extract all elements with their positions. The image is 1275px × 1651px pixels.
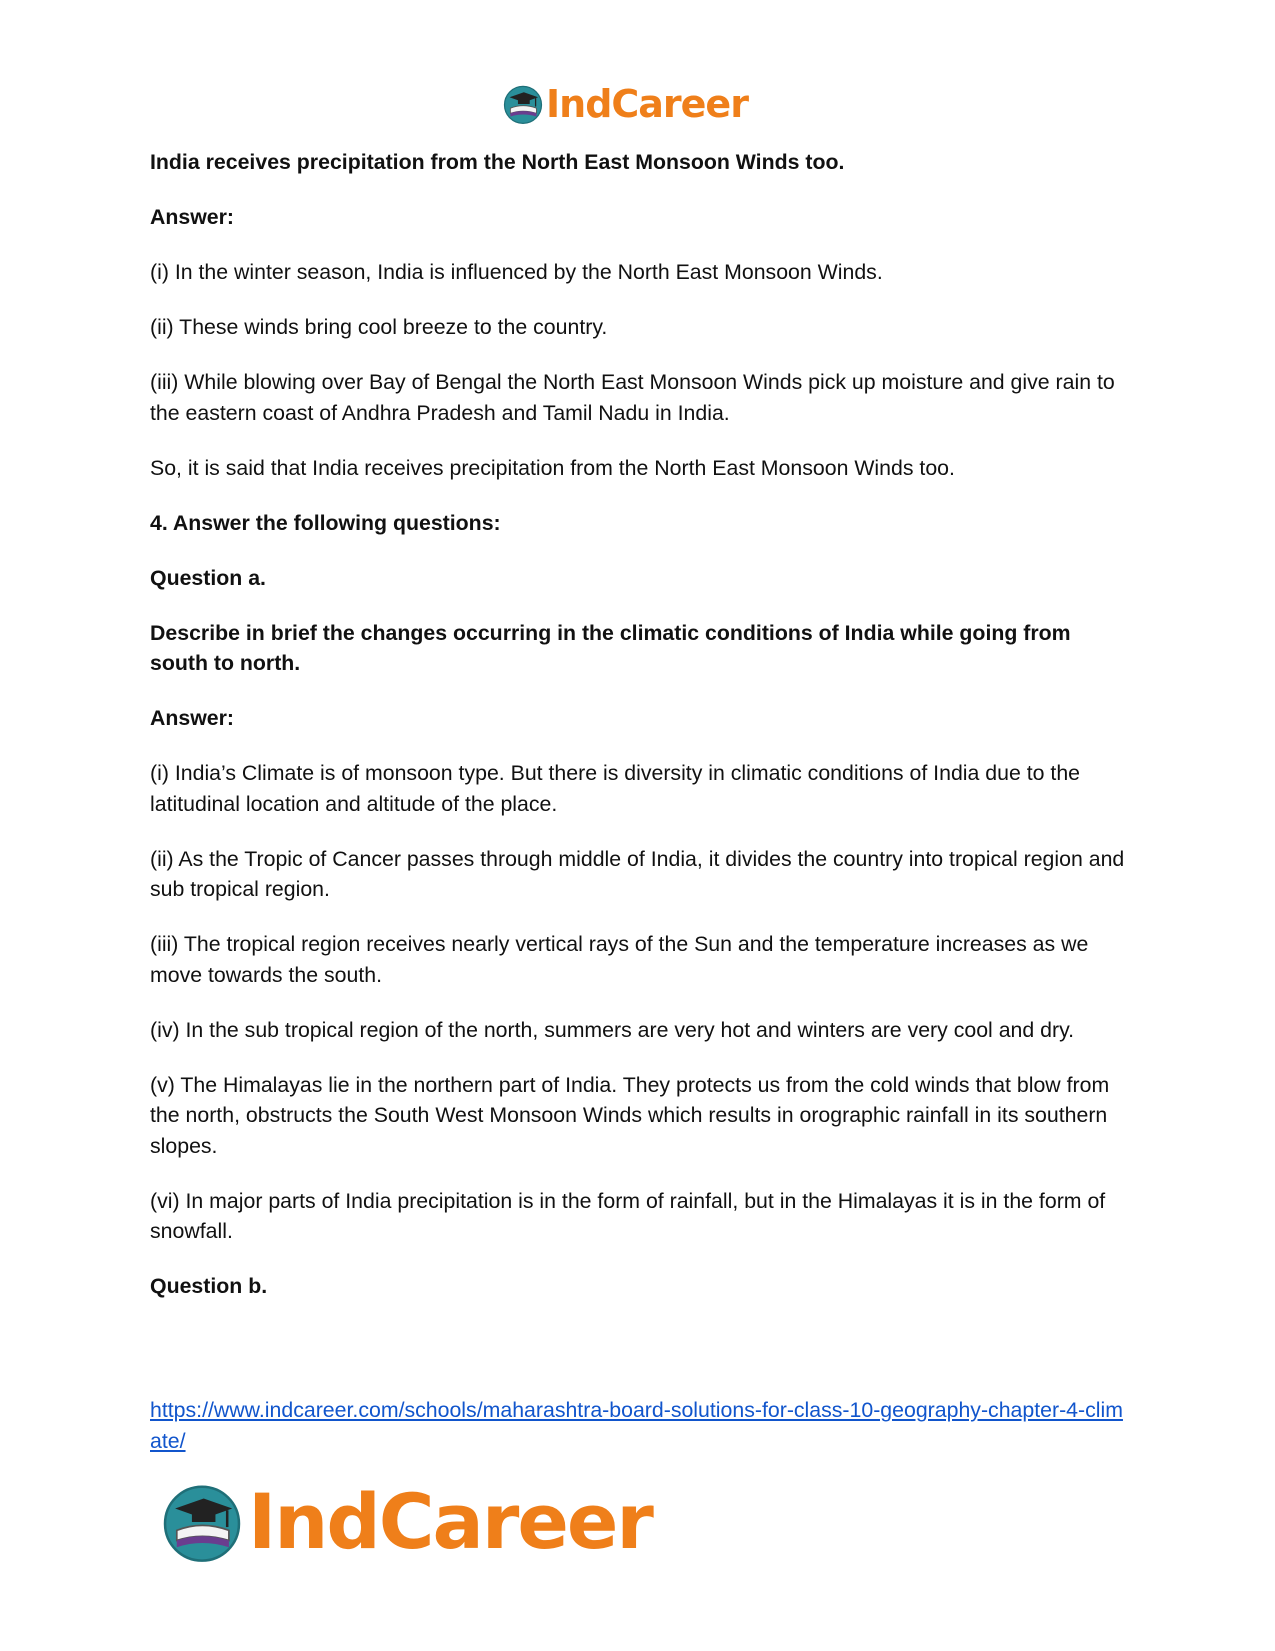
paragraph-text: (v) The Himalayas lie in the northern part of India. They protects us from the cold winds that blow from the north, obstructs the South West Monsoon Winds which results in orographic rainfall in its southern slopes. xyxy=(150,1072,1110,1158)
source-link-block xyxy=(150,1395,1125,1456)
heading-text: Answer: xyxy=(150,205,235,229)
heading-text: Describe in brief the changes occurring in the climatic conditions of India while going from south to north. xyxy=(150,620,1071,675)
paragraph-text: So, it is said that India receives precipitation from the North East Monsoon Winds too. xyxy=(150,455,955,480)
paragraph-text: (vi) In major parts of India precipitation is in the form of rainfall, but in the Himalayas it is in the form of snowfall. xyxy=(150,1188,1106,1243)
heading-text: 4. Answer the following questions: xyxy=(150,510,501,535)
document-body xyxy=(150,147,1125,1326)
logo-text: IndCareer xyxy=(546,82,748,126)
heading-text: India receives precipitation from the North East Monsoon Winds too. xyxy=(150,150,845,174)
footer-logo xyxy=(160,1472,652,1572)
header-logo xyxy=(502,80,748,128)
heading-text: Answer: xyxy=(150,706,235,730)
paragraph-text: (ii) As the Tropic of Cancer passes through middle of India, it divides the country into tropical region and sub tropical region. xyxy=(150,846,1125,901)
paragraph-text: (i) India’s Climate is of monsoon type. But there is diversity in climatic conditions of India due to the latitudinal location and altitude of the place. xyxy=(150,761,1081,816)
heading-text: Question b. xyxy=(150,1274,268,1298)
graduation-cap-book-globe-icon xyxy=(502,83,544,125)
paragraph-text: (iii) While blowing over Bay of Bengal the North East Monsoon Winds pick up moisture and give rain to the eastern coast of Andhra Pradesh and Tamil Nadu in India. xyxy=(150,370,1115,425)
paragraph-text: (i) In the winter season, India is influenced by the North East Monsoon Winds. xyxy=(150,260,883,284)
logo-text: IndCareer xyxy=(248,1477,652,1566)
source-link[interactable]: https://www.indcareer.com/schools/maharashtra-board-solutions-for-class-10-geography-chapter-4-climate/ xyxy=(150,1398,1123,1453)
graduation-cap-book-globe-icon xyxy=(160,1480,244,1564)
paragraph-text: (iii) The tropical region receives nearly vertical rays of the Sun and the temperature increases as we move towards the south. xyxy=(150,932,1089,987)
paragraph-text: (ii) These winds bring cool breeze to the country. xyxy=(150,315,608,339)
paragraph-text: (iv) In the sub tropical region of the north, summers are very hot and winters are very cool and dry. xyxy=(150,1017,1075,1042)
heading-text: Question a. xyxy=(150,565,266,590)
